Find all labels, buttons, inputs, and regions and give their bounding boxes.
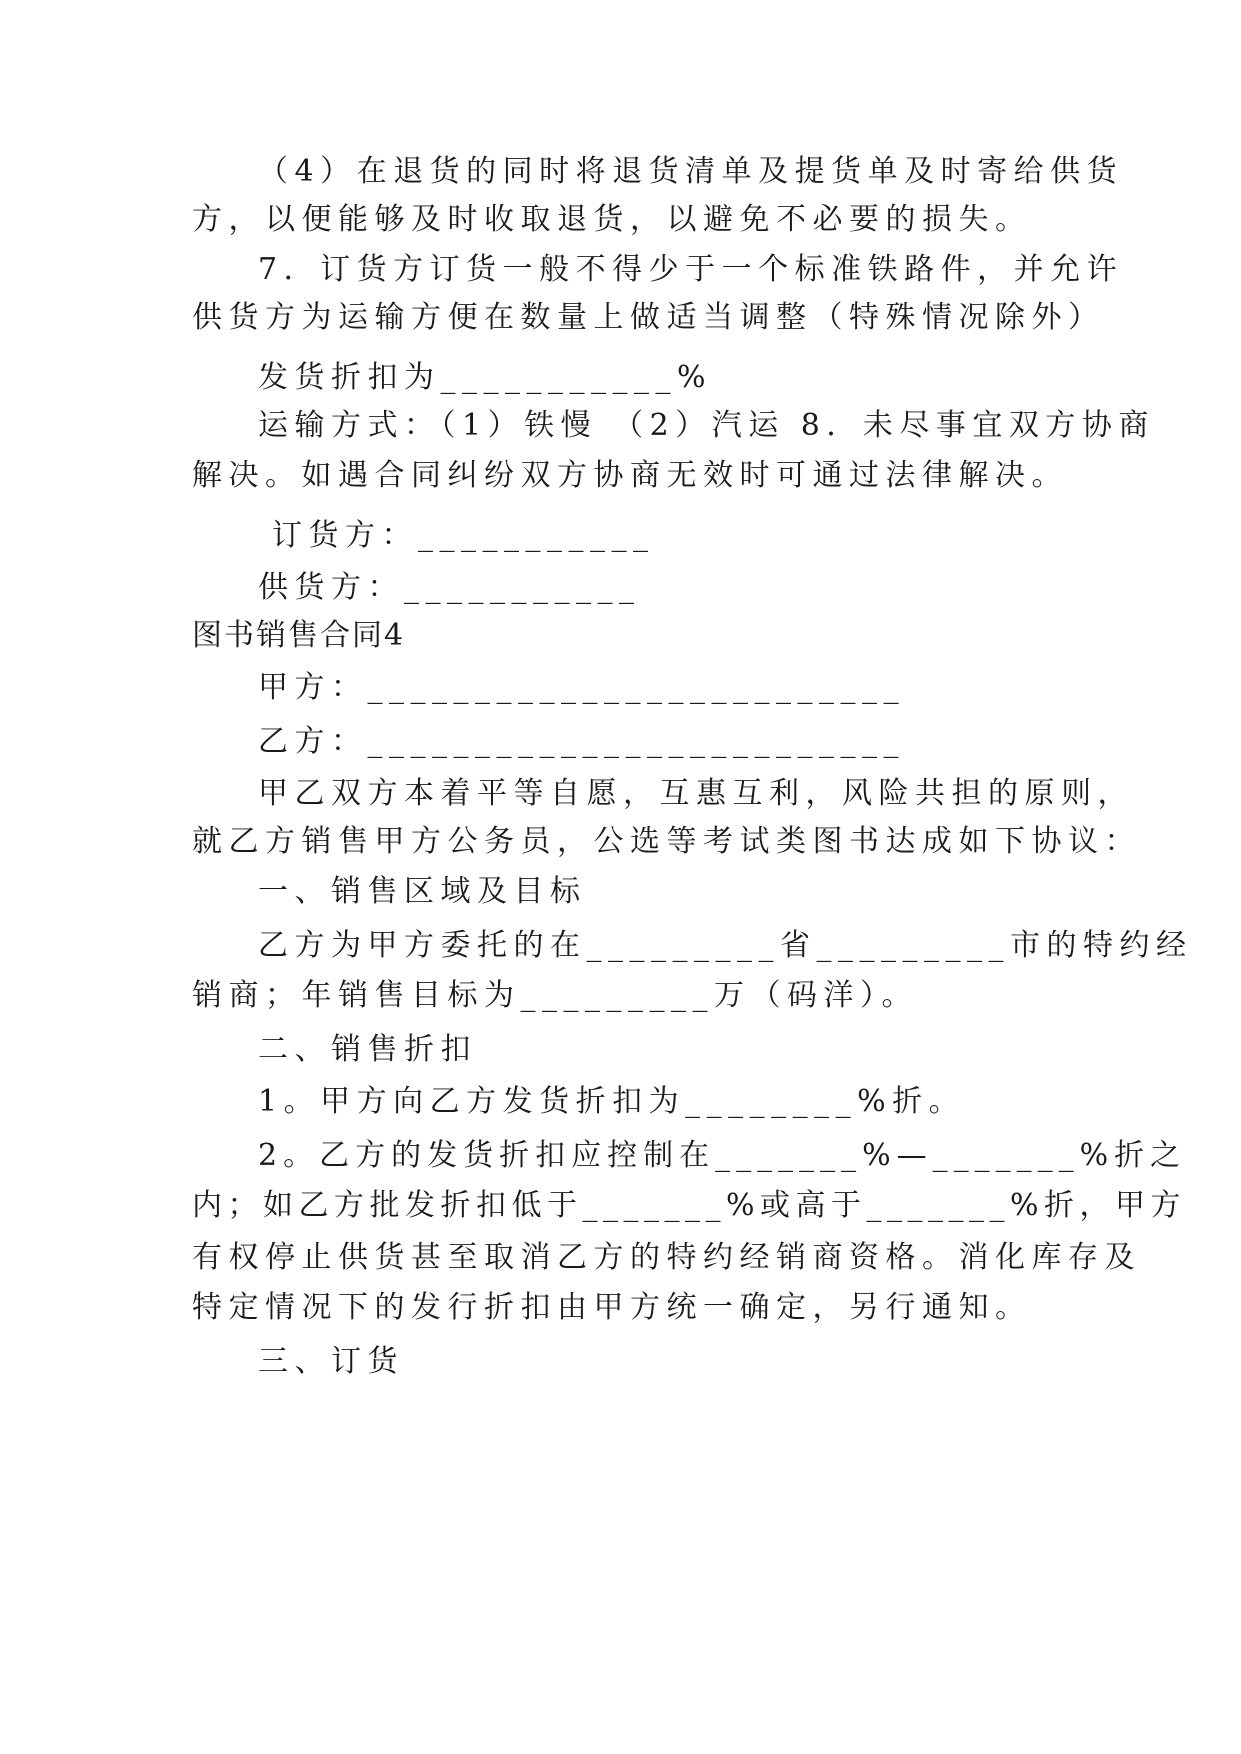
paragraph-line: 2。乙方的发货折扣应控制在_______%—_______%折之	[258, 1138, 1187, 1173]
supplier-signature-line: 供货方：___________	[258, 570, 641, 605]
section-heading: 三、订货	[258, 1344, 404, 1379]
paragraph-line: 特定情况下的发行折扣由甲方统一确定，另行通知。	[192, 1290, 1032, 1325]
discount-field-line: 发货折扣为___________%	[258, 360, 713, 395]
paragraph-line: 有权停止供货甚至取消乙方的特约经销商资格。消化库存及	[192, 1240, 1141, 1275]
paragraph-line: 方，以便能够及时收取退货，以避免不必要的损失。	[192, 202, 1032, 237]
paragraph-line: 供货方为运输方便在数量上做适当调整（特殊情况除外）	[192, 300, 1105, 335]
paragraph-line: 销商；年销售目标为_________万（码洋）。	[192, 978, 918, 1013]
orderer-signature-line: 订货方：___________	[272, 518, 655, 553]
paragraph-line: 内；如乙方批发折扣低于_______%或高于_______%折，甲方	[192, 1188, 1187, 1223]
paragraph-line: （4）在退货的同时将退货清单及提货单及时寄给供货	[258, 154, 1124, 189]
paragraph-line: 甲乙双方本着平等自愿，互惠互利，风险共担的原则，	[258, 776, 1134, 811]
party-a-line: 甲方：_________________________	[258, 670, 905, 705]
paragraph-line: 就乙方销售甲方公务员，公选等考试类图书达成如下协议：	[192, 824, 1141, 859]
party-b-line: 乙方：_________________________	[258, 724, 905, 759]
section-title: 图书销售合同4	[192, 618, 406, 653]
paragraph-line: 1。甲方向乙方发货折扣为________%折。	[258, 1084, 966, 1119]
paragraph-line: 乙方为甲方委托的在_________省_________市的特约经	[258, 928, 1193, 963]
paragraph-line: 解决。如遇合同纠纷双方协商无效时可通过法律解决。	[192, 458, 1068, 493]
paragraph-line: 运输方式：（1）铁慢 （2）汽运 8．未尽事宜双方协商	[258, 408, 1155, 443]
section-heading: 二、销售折扣	[258, 1032, 477, 1067]
paragraph-line: 7．订货方订货一般不得少于一个标准铁路件，并允许	[258, 252, 1124, 287]
section-heading: 一、销售区域及目标	[258, 874, 587, 909]
